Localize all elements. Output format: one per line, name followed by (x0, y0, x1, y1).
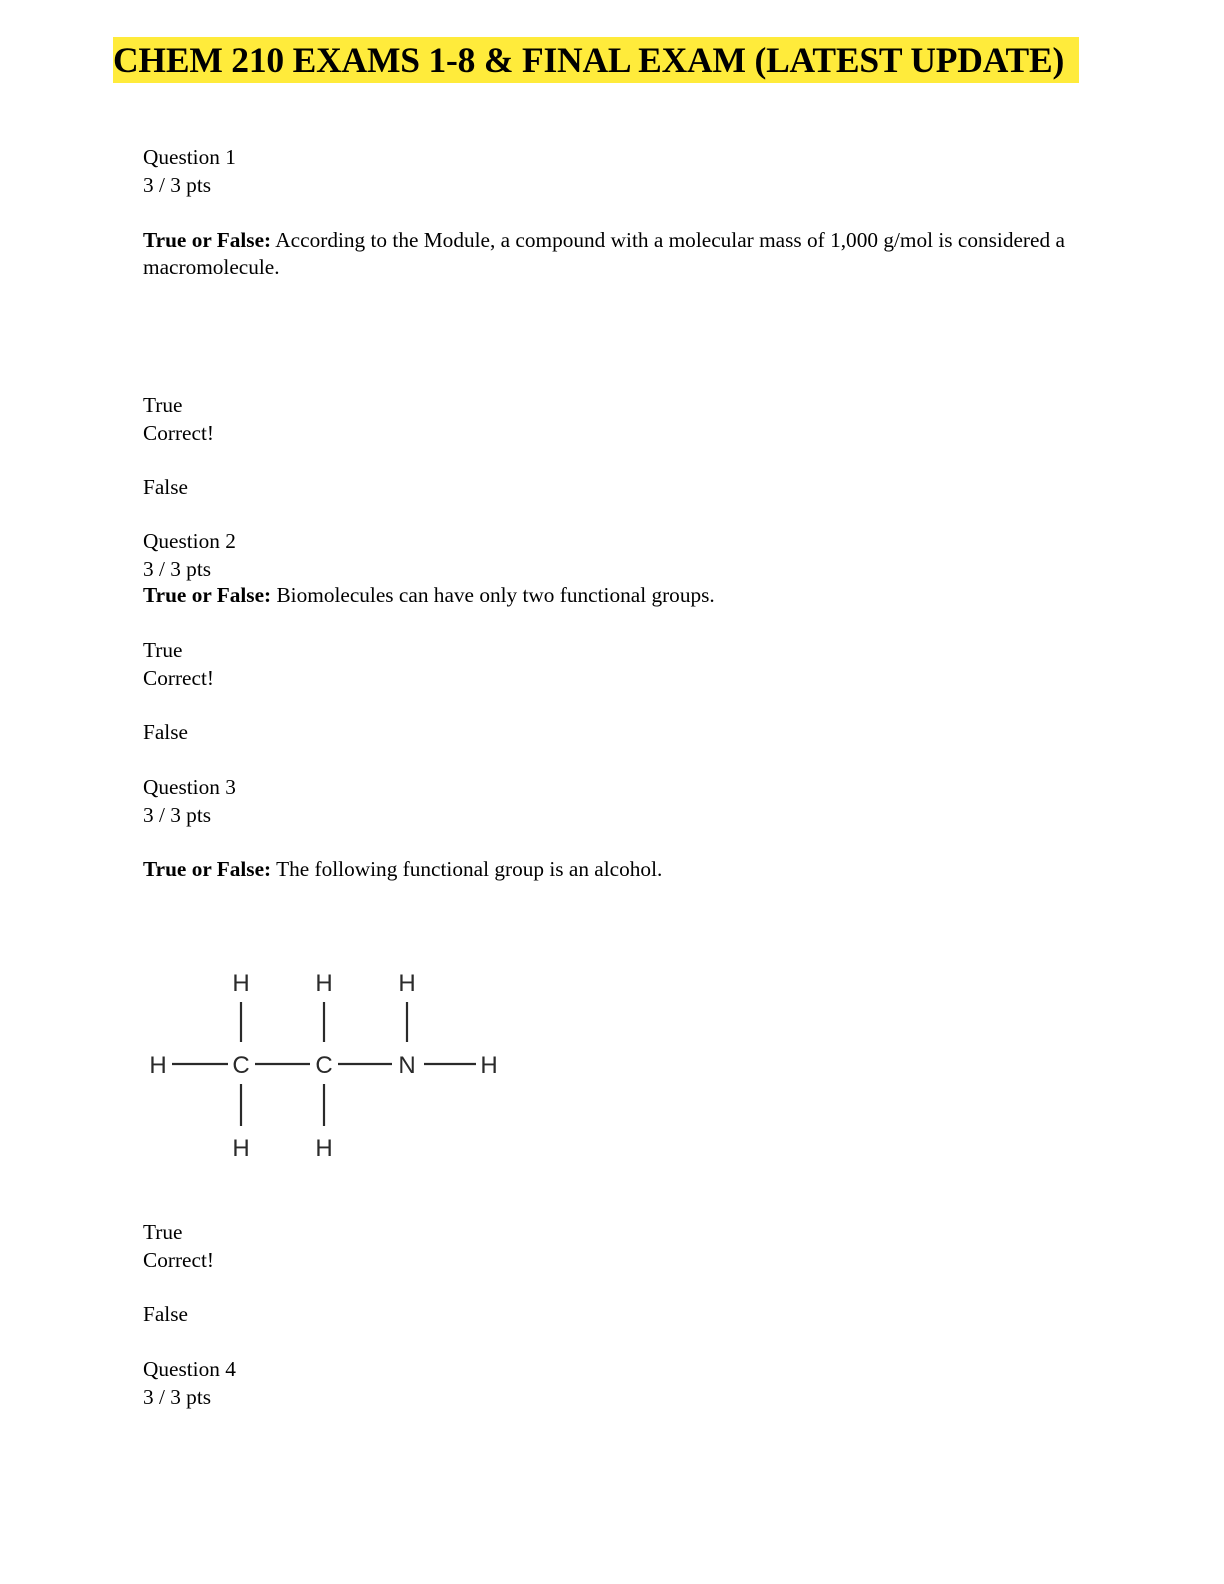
question-4-points: 3 / 3 pts (143, 1385, 212, 1409)
question-3-option-true[interactable]: True (143, 1220, 183, 1244)
question-3-points: 3 / 3 pts (143, 803, 212, 827)
atom-h-bottom-2: H (315, 1135, 333, 1162)
question-4-label: Question 4 (143, 1357, 236, 1381)
atom-h-top-3: H (398, 970, 416, 997)
atom-c-1: C (232, 1052, 250, 1079)
atom-c-2: C (315, 1052, 333, 1079)
question-2-stem (143, 582, 1073, 609)
question-3-stem (143, 856, 1073, 883)
question-1-option-true[interactable]: True (143, 393, 183, 417)
question-3-text: The following functional group is an alcohol. (271, 857, 663, 881)
atom-h-left: H (149, 1052, 167, 1079)
question-2-label: Question 2 (143, 529, 236, 553)
atom-h-top-1: H (232, 970, 250, 997)
question-2-prefix: True or False: (143, 583, 272, 607)
question-1-label: Question 1 (143, 145, 236, 169)
document-title: CHEM 210 EXAMS 1-8 & FINAL EXAM (LATEST UPDATE) (113, 40, 1065, 80)
atom-h-bottom-1: H (232, 1135, 250, 1162)
ethylamine-structure-diagram (140, 960, 520, 1170)
question-2-option-true[interactable]: True (143, 638, 183, 662)
question-3-option-false[interactable]: False (143, 1302, 188, 1326)
atom-n: N (398, 1052, 416, 1079)
question-2-points: 3 / 3 pts (143, 557, 212, 581)
atom-h-top-2: H (315, 970, 333, 997)
question-2-text: Biomolecules can have only two functional groups. (271, 583, 715, 607)
question-3-prefix: True or False: (143, 857, 272, 881)
question-1-prefix: True or False: (143, 228, 272, 252)
question-1-points: 3 / 3 pts (143, 173, 212, 197)
question-2-feedback: Correct! (143, 666, 214, 690)
question-3-feedback: Correct! (143, 1248, 214, 1272)
question-3-label: Question 3 (143, 775, 236, 799)
question-1-stem (143, 227, 1073, 280)
question-1-text: According to the Module, a compound with a molecular mass of 1,000 g/mol is considered a macromolecule. (143, 228, 1065, 279)
question-1-feedback: Correct! (143, 421, 214, 445)
question-1-option-false[interactable]: False (143, 475, 188, 499)
question-2-option-false[interactable]: False (143, 720, 188, 744)
atom-h-right: H (480, 1052, 498, 1079)
